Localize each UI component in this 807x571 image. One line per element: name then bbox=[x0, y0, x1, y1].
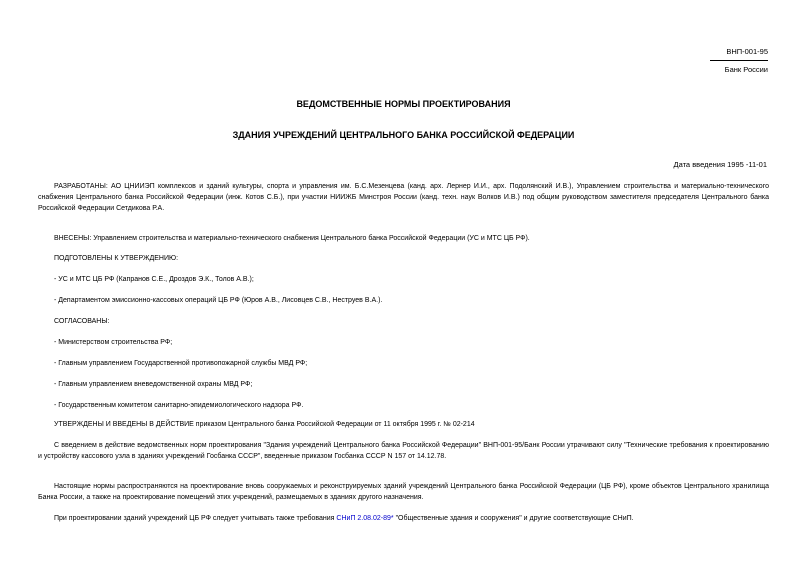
prepared-heading: ПОДГОТОВЛЕНЫ К УТВЕРЖДЕНИЮ: bbox=[54, 255, 179, 262]
document-issuer: Банк России bbox=[724, 65, 768, 74]
approved-paragraph: УТВЕРЖДЕНЫ И ВВЕДЕНЫ В ДЕЙСТВИЕ приказом Центрального банка Российской Федерации от 11 октября 1995 г. № 02-214 bbox=[54, 421, 475, 428]
document-subtitle: ЗДАНИЯ УЧРЕЖДЕНИЙ ЦЕНТРАЛЬНОГО БАНКА РОССИЙСКОЙ ФЕДЕРАЦИИ bbox=[232, 130, 575, 140]
agreed-item-2: - Главным управлением Государственной противопожарной службы МВД РФ; bbox=[54, 360, 308, 367]
submitted-paragraph: ВНЕСЕНЫ: Управлением строительства и материально-технического снабжения Центрального банка Российской Федерации (УС и МТС ЦБ РФ). bbox=[54, 235, 530, 242]
scope-paragraph: Настоящие нормы распространяются на проектирование вновь сооружаемых и реконструируемых зданий учреждений Центрального банка Российской Федерации (ЦБ РФ), кроме объектов Центрального хранилища Банка России, а также на проектирование помещений этих учреждений, размещаемых в зданиях другого назначения. bbox=[38, 483, 769, 501]
prepared-item-1: - УС и МТС ЦБ РФ (Капранов С.Е., Дроздов Э.К., Толов А.В.); bbox=[54, 276, 254, 283]
agreed-item-1: - Министерством строительства РФ; bbox=[54, 339, 173, 346]
document-code: ВНП-001-95 bbox=[726, 47, 768, 56]
document-title: ВЕДОМСТВЕННЫЕ НОРМЫ ПРОЕКТИРОВАНИЯ bbox=[296, 99, 511, 109]
agreed-item-4: - Государственным комитетом санитарно-эпидемиологического надзора РФ. bbox=[54, 402, 304, 409]
prepared-item-2: - Департаментом эмиссионно-кассовых операций ЦБ РФ (Юров А.В., Лисовцев С.В., Неструев В.А.). bbox=[54, 297, 383, 304]
agreed-item-3: - Главным управлением вневедомственной охраны МВД РФ; bbox=[54, 381, 253, 388]
replaces-paragraph: С введением в действие ведомственных норм проектирования "Здания учреждений Центрального банка Российской Федерации" ВНП-001-95/Банк России утрачивают силу "Технические требования к проектированию и устройству кассового узла в зданиях учреждений Госбанка СССР", введенные приказом Госбанка СССР N 157 от 14.12.78. bbox=[38, 442, 769, 460]
developed-paragraph: РАЗРАБОТАНЫ: АО ЦНИИЭП комплексов и зданий культуры, спорта и управления им. Б.С.Мезенцева (канд. арх. Лернер И.И., арх. Подолянский И.В.), Управлением строительства и материально-технического снабжения Центрального банка Российской Федерации (инж. Котов С.Б.), при участии НИИЖБ Минстроя России (канд. техн. наук Волков И.В.) под общим руководством заместителя председателя Центрального банка Российской Федерации Сетдикова Р.А. bbox=[38, 183, 769, 212]
document-header bbox=[708, 46, 768, 75]
snip-paragraph bbox=[38, 513, 769, 524]
snip-link[interactable]: СНиП 2.08.02-89* bbox=[336, 515, 394, 522]
agreed-heading: СОГЛАСОВАНЫ: bbox=[54, 318, 110, 325]
snip-text-before: При проектировании зданий учреждений ЦБ РФ следует учитывать также требования bbox=[54, 515, 337, 522]
snip-text-after: "Общественные здания и сооружения" и другие соответствующие СНиП. bbox=[393, 515, 634, 522]
effective-date: Дата введения 1995 -11-01 bbox=[673, 160, 767, 169]
header-divider bbox=[710, 60, 768, 61]
